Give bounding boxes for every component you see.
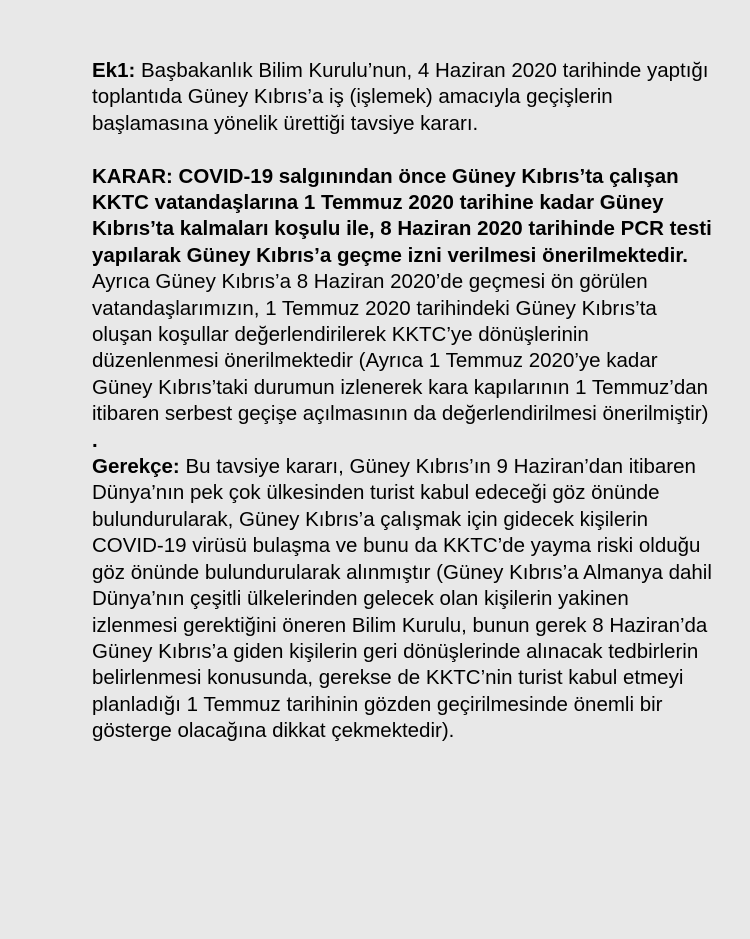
paragraph-spacer [92,137,712,163]
document-body [92,58,712,745]
ek1-label: Ek1: [92,59,136,82]
gerekce-label: Gerekçe: [92,455,180,479]
ek1-paragraph [92,58,712,137]
gerekce-text: Bu tavsiye kararı, Güney Kıbrıs’ın 9 Haziran’dan itibaren Dünya’nın pek çok ülkesinden turist kabul edeceği göz önünde bulundurularak, Güney Kıbrıs’a çalışmak için gidecek kişilerin COVID-19 virüsü bulaşma ve bunu da KKTC’de yayma riski olduğu göz önünde bulundurularak alınmıştır (Güney Kıbrıs’a Almanya dahil Dünya’nın çeşitli ülkelerinden gelecek olan kişilerin yakinen izlenmesi gerektiğini öneren Bilim Kurulu, bunun gerek 8 Haziran’da Güney Kıbrıs’a giden kişilerin geri dönüşlerinde alınacak tedbirlerin belirlenmesi konusunda, gerekse de KKTC’nin turist kabul etmeyi planladığı 1 Temmuz tarihinin gözden geçirilmesinde önemli bir gösterge olacağına dikkat çekmektedir). [92,455,712,743]
gerekce-paragraph [92,454,712,744]
karar-text: Ayrıca Güney Kıbrıs’a 8 Haziran 2020’de geçmesi ön görülen vatandaşlarımızın, 1 Temmuz 2020 tarihindeki Güney Kıbrıs’ta oluşan koşullar değerlendirilerek KKTC’ye dönüşlerinin düzenlenmesi önerilmektedir (Ayrıca 1 Temmuz 2020’ye kadar Güney Kıbrıs’taki durumun izlenerek kara kapılarının 1 Temmuz’dan itibaren serbest geçişe açılmasının da değerlendirilmesi önerilmiştir) [92,270,709,426]
ek1-text: Başbakanlık Bilim Kurulu’nun, 4 Haziran 2020 tarihinde yaptığı toplantıda Güney Kıbrıs’a iş (işlemek) amacıyla geçişlerin başlamasına yönelik ürettiği tavsiye kararı. [92,59,709,135]
karar-bold-text: KARAR: COVID-19 salgınından önce Güney Kıbrıs’ta çalışan KKTC vatandaşlarına 1 Temmuz 2020 tarihine kadar Güney Kıbrıs’ta kalmaları koşulu ile, 8 Haziran 2020 tarihinde PCR testi yapılarak Güney Kıbrıs’a geçme izni verilmesi önerilmektedir. [92,164,712,267]
karar-paragraph [92,164,712,454]
karar-end-mark: . [92,428,98,452]
